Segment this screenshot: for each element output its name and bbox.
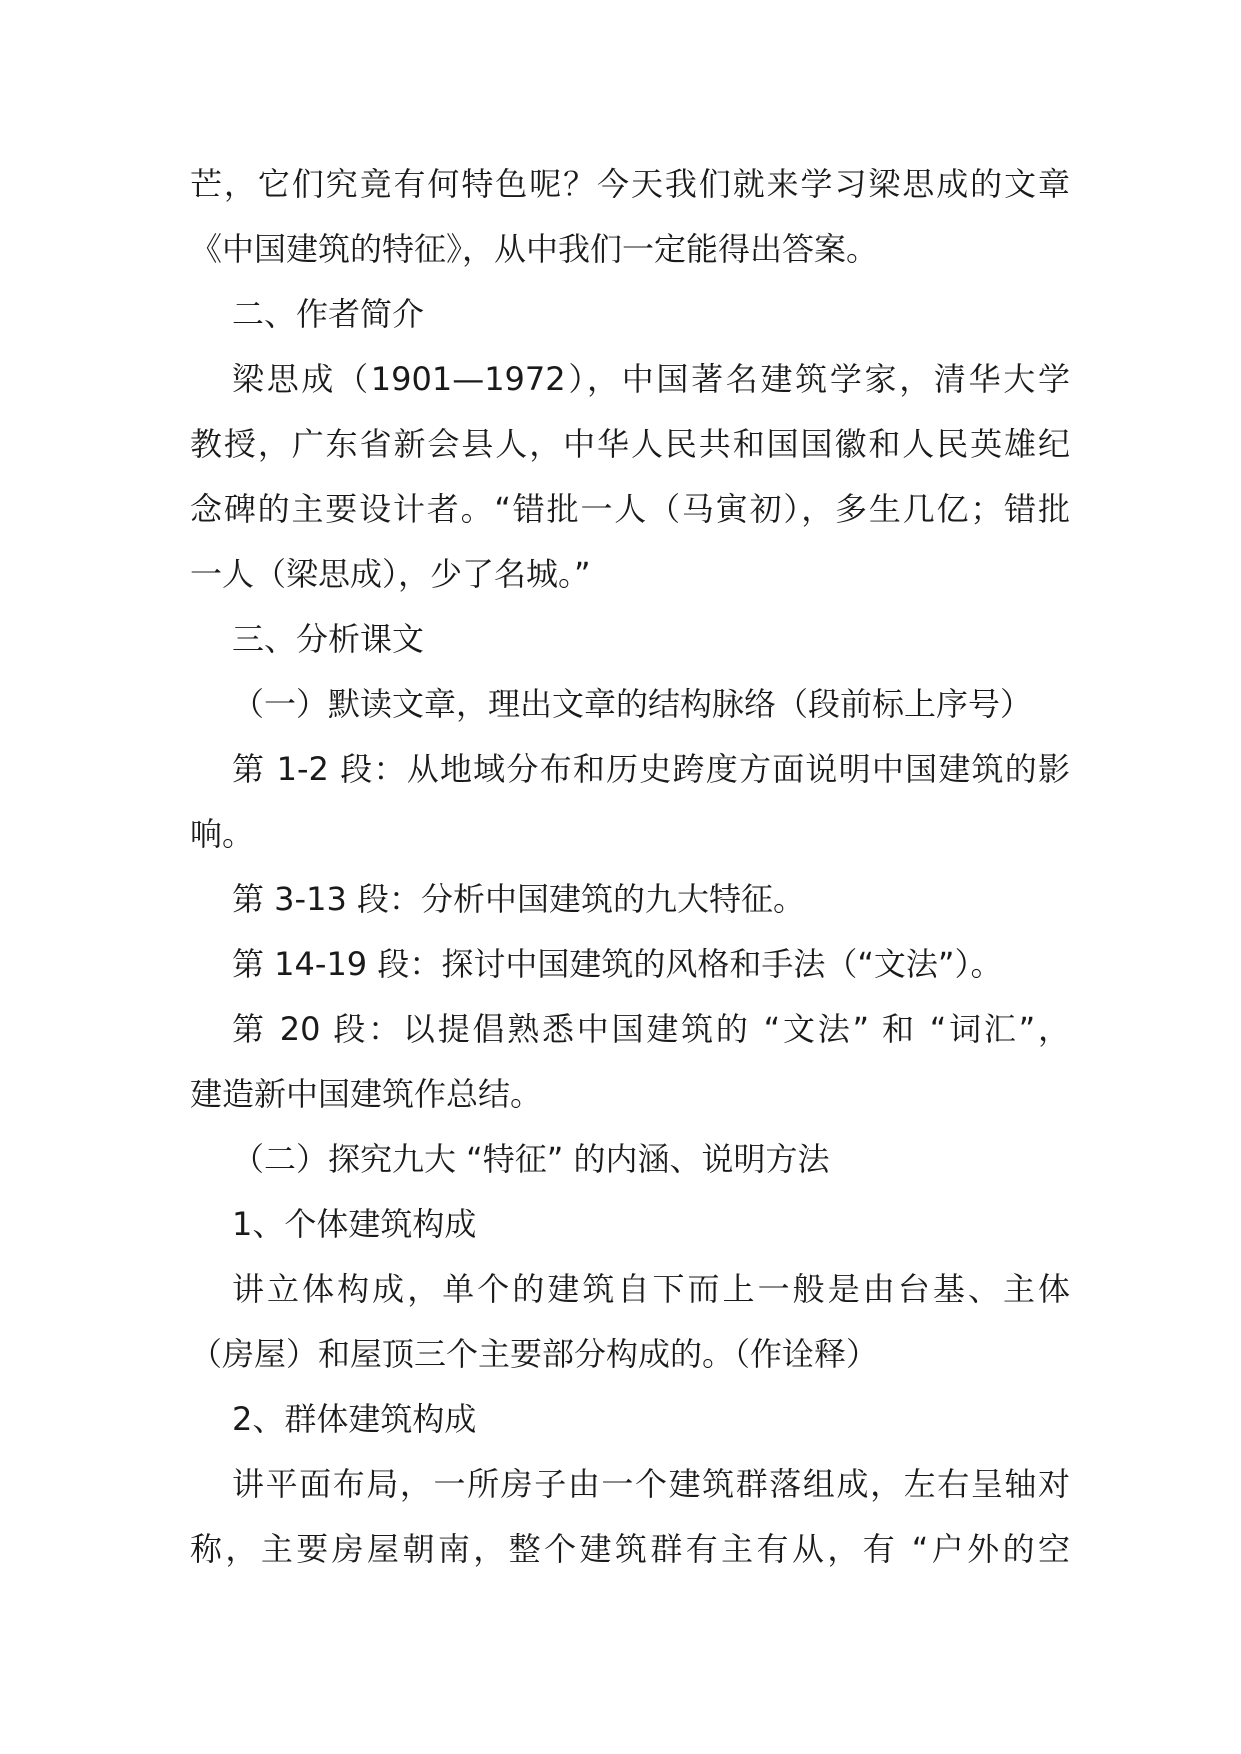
text-line: 响。 bbox=[190, 815, 255, 853]
text-line: 讲立体构成，单个的建筑自下而上一般是由台基、主体 bbox=[232, 1270, 1070, 1308]
item-heading: 1、个体建筑构成 bbox=[232, 1205, 477, 1243]
item-heading: 2、群体建筑构成 bbox=[232, 1400, 477, 1438]
subsection-heading: （一）默读文章，理出文章的结构脉络（段前标上序号） bbox=[232, 685, 1033, 723]
text-line: 建造新中国建筑作总结。 bbox=[190, 1075, 543, 1113]
text-line: 念碑的主要设计者。“错批一人（马寅初），多生几亿；错批 bbox=[190, 490, 1070, 528]
text-line: 第 1-2 段：从地域分布和历史跨度方面说明中国建筑的影 bbox=[232, 750, 1070, 788]
text-line: 第 14-19 段：探讨中国建筑的风格和手法（“文法”）。 bbox=[232, 945, 1003, 983]
text-line: 称，主要房屋朝南，整个建筑群有主有从，有 “户外的空 bbox=[190, 1530, 1070, 1568]
text-line: 《中国建筑的特征》，从中我们一定能得出答案。 bbox=[190, 230, 879, 268]
section-heading: 三、分析课文 bbox=[232, 620, 425, 658]
text-line: 梁思成（1901—1972），中国著名建筑学家，清华大学 bbox=[232, 360, 1070, 398]
text-line: （房屋）和屋顶三个主要部分构成的。（作诠释） bbox=[190, 1335, 879, 1373]
text-line: 教授，广东省新会县人，中华人民共和国国徽和人民英雄纪 bbox=[190, 425, 1070, 463]
text-line: 第 3-13 段：分析中国建筑的九大特征。 bbox=[232, 880, 805, 918]
text-line: 讲平面布局，一所房子由一个建筑群落组成，左右呈轴对 bbox=[232, 1465, 1070, 1503]
text-line: 一人（梁思成），少了名城。” bbox=[190, 555, 591, 593]
text-line: 芒，它们究竟有何特色呢？今天我们就来学习梁思成的文章 bbox=[190, 165, 1070, 203]
document-body bbox=[190, 152, 1070, 1582]
text-line: 第 20 段：以提倡熟悉中国建筑的 “文法” 和 “词汇”， bbox=[232, 1010, 1070, 1048]
subsection-heading: （二）探究九大 “特征” 的内涵、说明方法 bbox=[232, 1140, 830, 1178]
section-heading: 二、作者简介 bbox=[232, 295, 425, 333]
